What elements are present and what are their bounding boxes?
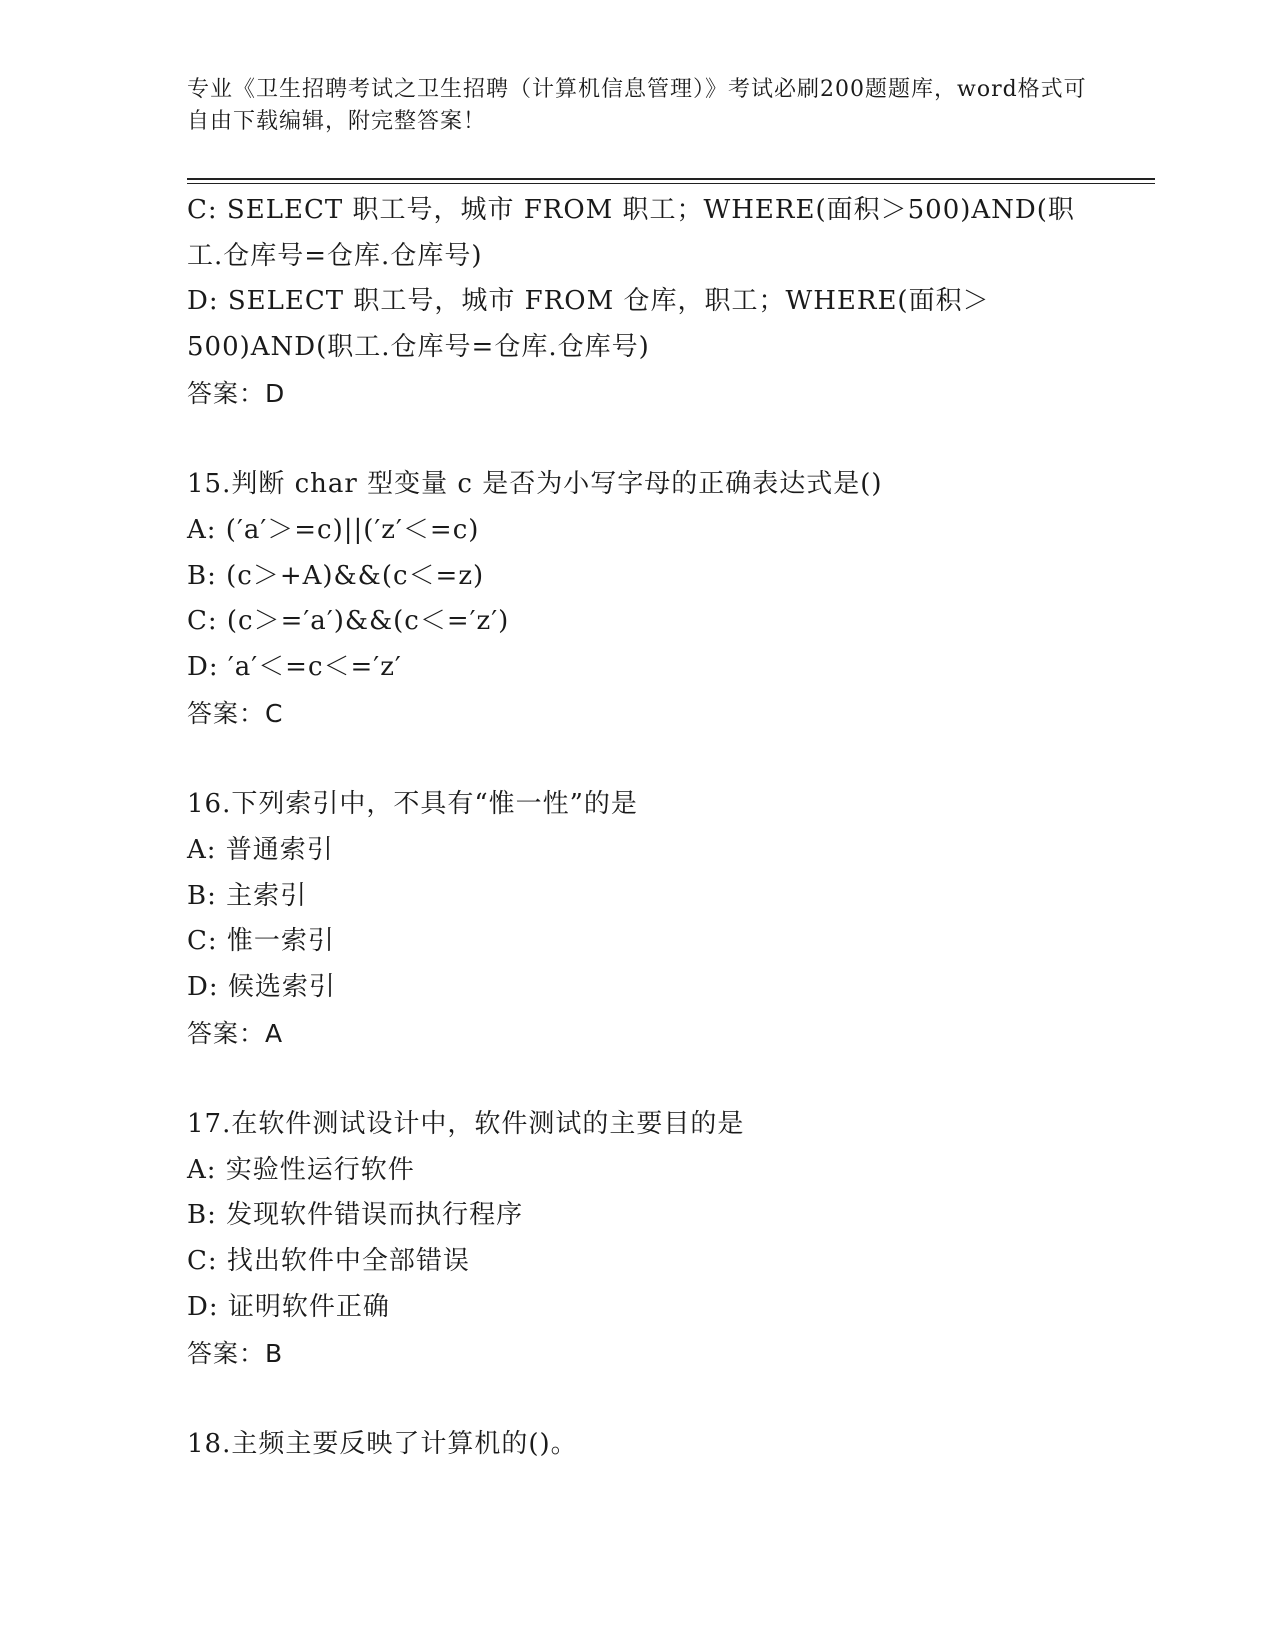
q14-option-d: D: SELECT 职工号，城市 FROM 仓库，职工；WHERE(面积＞500)AND(职工.仓库号=仓库.仓库号): [187, 286, 990, 363]
q17-option-a: A: 实验性运行软件: [187, 1154, 415, 1185]
q16-stem: 16.下列索引中，不具有“惟一性”的是: [187, 789, 638, 820]
q17-answer: 答案：B: [187, 1338, 284, 1368]
q14-answer: 答案：D: [187, 378, 286, 408]
q17-option-b: B: 发现软件错误而执行程序: [187, 1200, 524, 1231]
q16-option-d: D: 候选索引: [187, 971, 336, 1002]
q17-option-c: C: 找出软件中全部错误: [187, 1246, 470, 1277]
q15-option-a: A: (′a′＞=c)||(′z′＜=c): [187, 514, 480, 545]
q14-option-c: C: SELECT 职工号，城市 FROM 职工；WHERE(面积＞500)AND(职工.仓库号=仓库.仓库号): [187, 195, 1075, 271]
header-divider-thick: [187, 178, 1155, 180]
question-list: [187, 188, 1087, 1468]
q16-option-c: C: 惟一索引: [187, 926, 335, 957]
header-divider-thin: [187, 183, 1155, 184]
q16-option-a: A: 普通索引: [187, 834, 334, 865]
q15-option-c: C: (c＞=′a′)&&(c＜=′z′): [187, 606, 510, 637]
document-intro: 专业《卫生招聘考试之卫生招聘（计算机信息管理）》考试必刷200题题库，word格式可自由下载编辑，附完整答案！: [187, 77, 1087, 134]
q16-answer: 答案：A: [187, 1018, 284, 1048]
q15-stem: 15.判断 char 型变量 c 是否为小写字母的正确表达式是(): [187, 469, 883, 500]
q15-answer: 答案：C: [187, 698, 284, 728]
q16-option-b: B: 主索引: [187, 880, 308, 911]
q15-option-d: D: ′a′＜=c＜=′z′: [187, 652, 402, 683]
q18-stem: 18.主频主要反映了计算机的()。: [187, 1428, 578, 1459]
q15-option-b: B: (c＞+A)&&(c＜=z): [187, 560, 485, 591]
q17-stem: 17.在软件测试设计中，软件测试的主要目的是: [187, 1109, 745, 1140]
q17-option-d: D: 证明软件正确: [187, 1291, 390, 1322]
